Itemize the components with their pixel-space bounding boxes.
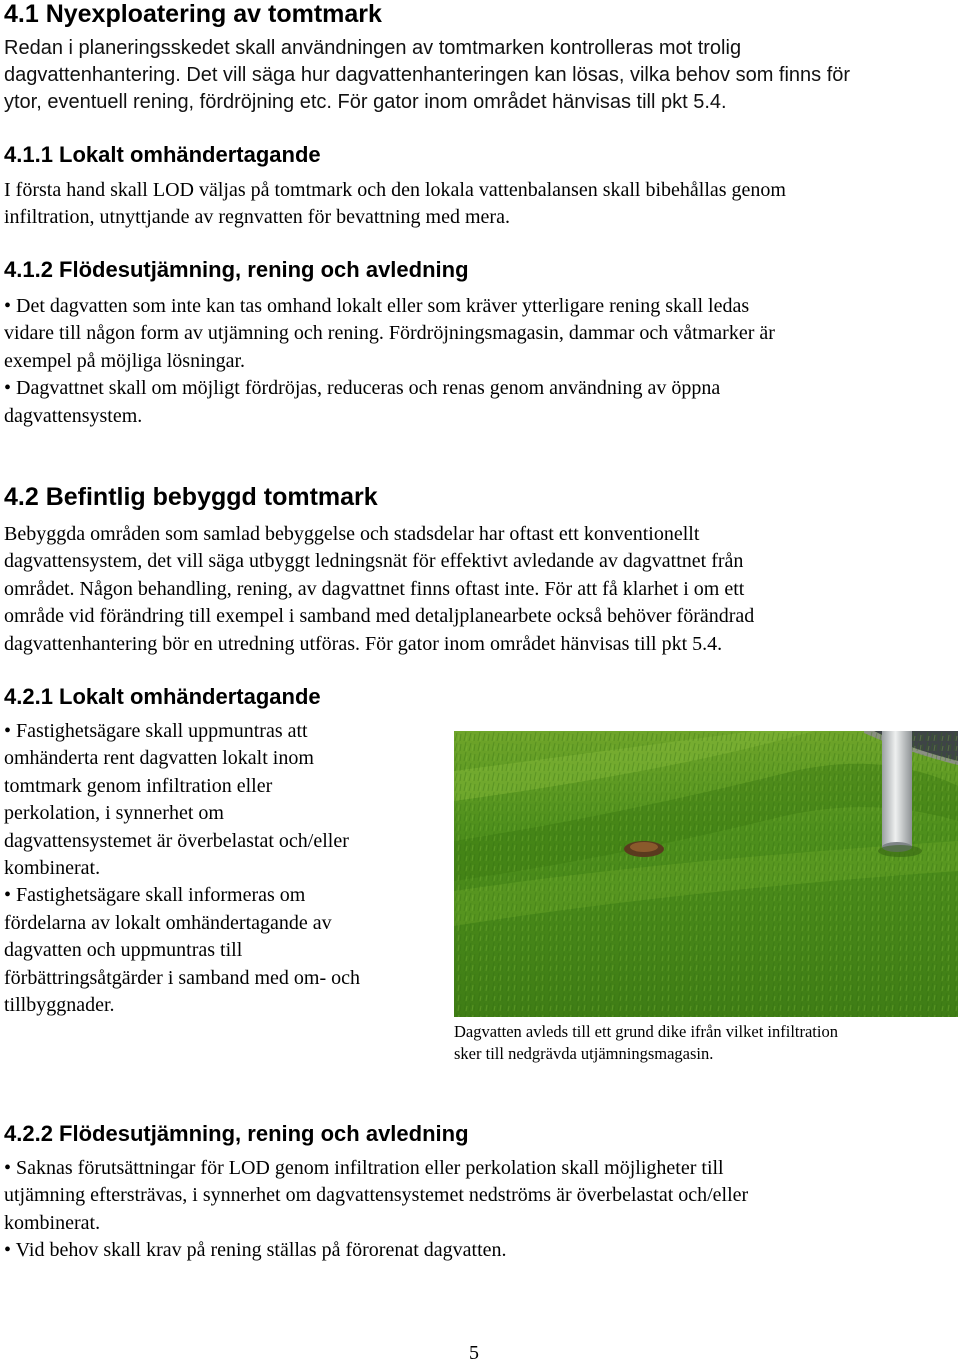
heading-4-2-1: 4.2.1 Lokalt omhändertagande — [4, 684, 321, 709]
page-number: 5 — [469, 1342, 479, 1364]
photo-caption — [454, 1021, 838, 1065]
text-line: • Dagvattnet skall om möjligt fördröjas, reduceras och renas genom användning av öppna — [4, 377, 721, 400]
text-line: • Fastighetsägare skall informeras om — [4, 884, 306, 907]
text-line: • Det dagvatten som inte kan tas omhand lokalt eller som kräver ytterligare rening skall ledas — [4, 295, 750, 317]
text-line: tillbyggnader. — [4, 994, 115, 1017]
text-line: dagvattensystem, det vill säga utbyggt ledningsnät för effektivt avledande av dagvattnet från — [4, 550, 744, 573]
text-line: infiltration, utnyttjande av regnvatten för bevattning med mera. — [4, 206, 510, 229]
heading-4-2: 4.2 Befintlig bebyggd tomtmark — [4, 483, 378, 511]
text-line: Bebyggda områden som samlad bebyggelse och stadsdelar har oftast ett konventionellt — [4, 523, 700, 545]
heading-4-1: 4.1 Nyexploatering av tomtmark — [4, 0, 382, 28]
text-line: utjämning eftersträvas, i synnerhet om dagvattensystemet nedströms är överbelastat och/eller — [4, 1184, 749, 1207]
swale-photo — [454, 731, 958, 1017]
paragraph-4-1-1 — [4, 177, 786, 232]
text-line: kombinerat. — [4, 857, 101, 880]
heading-4-2-2: 4.2.2 Flödesutjämning, rening och avledning — [4, 1121, 469, 1146]
text-line: omhänderta rent dagvatten lokalt inom — [4, 747, 314, 770]
text-line: ytor, eventuell rening, fördröjning etc. För gator inom området hänvisas till pkt 5.4. — [4, 91, 727, 113]
text-line: I första hand skall LOD väljas på tomtmark och den lokala vattenbalansen skall bibehållas genom — [4, 179, 786, 201]
text-line: • Saknas förutsättningar för LOD genom infiltration eller perkolation skall möjligheter till — [4, 1157, 724, 1179]
paragraph-4-1-2 — [4, 293, 775, 430]
text-line: dagvattenhantering. Det vill säga hur dagvattenhanteringen kan lösas, vilka behov som finns för — [4, 64, 851, 86]
intro-paragraph-4-1 — [4, 35, 850, 116]
bullet-list-4-2-1 — [4, 718, 360, 1019]
paragraph-4-2 — [4, 521, 754, 658]
text-line: kombinerat. — [4, 1211, 101, 1234]
text-line: vidare till någon form av utjämning och rening. Fördröjningsmagasin, dammar och våtmarker är — [4, 322, 775, 345]
text-line: tomtmark genom infiltration eller — [4, 774, 273, 797]
text-line: Redan i planeringsskedet skall användningen av tomtmarken kontrolleras mot trolig — [4, 37, 742, 59]
caption-line: Dagvatten avleds till ett grund dike ifrån vilket infiltration — [454, 1022, 838, 1041]
text-line: • Fastighetsägare skall uppmuntras att — [4, 720, 308, 742]
text-line: området. Någon behandling, rening, av dagvattnet finns oftast inte. För att få klarhet i om ett — [4, 577, 745, 600]
text-line: område vid förändring till exempel i samband med detaljplanearbete också behöver förändrad — [4, 605, 755, 628]
caption-line: sker till nedgrävda utjämningsmagasin. — [454, 1044, 714, 1063]
text-line: fördelarna av lokalt omhändertagande av — [4, 911, 332, 934]
text-line: förbättringsåtgärder i samband med om- och — [4, 966, 360, 989]
bullet-list-4-2-2 — [4, 1155, 748, 1265]
text-line: • Vid behov skall krav på rening ställas på förorenat dagvatten. — [4, 1239, 507, 1262]
heading-4-1-2: 4.1.2 Flödesutjämning, rening och avledning — [4, 257, 469, 282]
text-line: exempel på möjliga lösningar. — [4, 349, 246, 372]
text-line: dagvattensystem. — [4, 404, 143, 427]
text-line: perkolation, i synnerhet om — [4, 802, 224, 825]
heading-4-1-1: 4.1.1 Lokalt omhändertagande — [4, 142, 321, 167]
text-line: dagvattensystemet är överbelastat och/eller — [4, 829, 349, 852]
text-line: dagvattenhantering bör en utredning utföras. För gator inom området hänvisas till pkt 5.4. — [4, 632, 723, 655]
text-line: dagvatten och uppmuntras till — [4, 939, 243, 962]
